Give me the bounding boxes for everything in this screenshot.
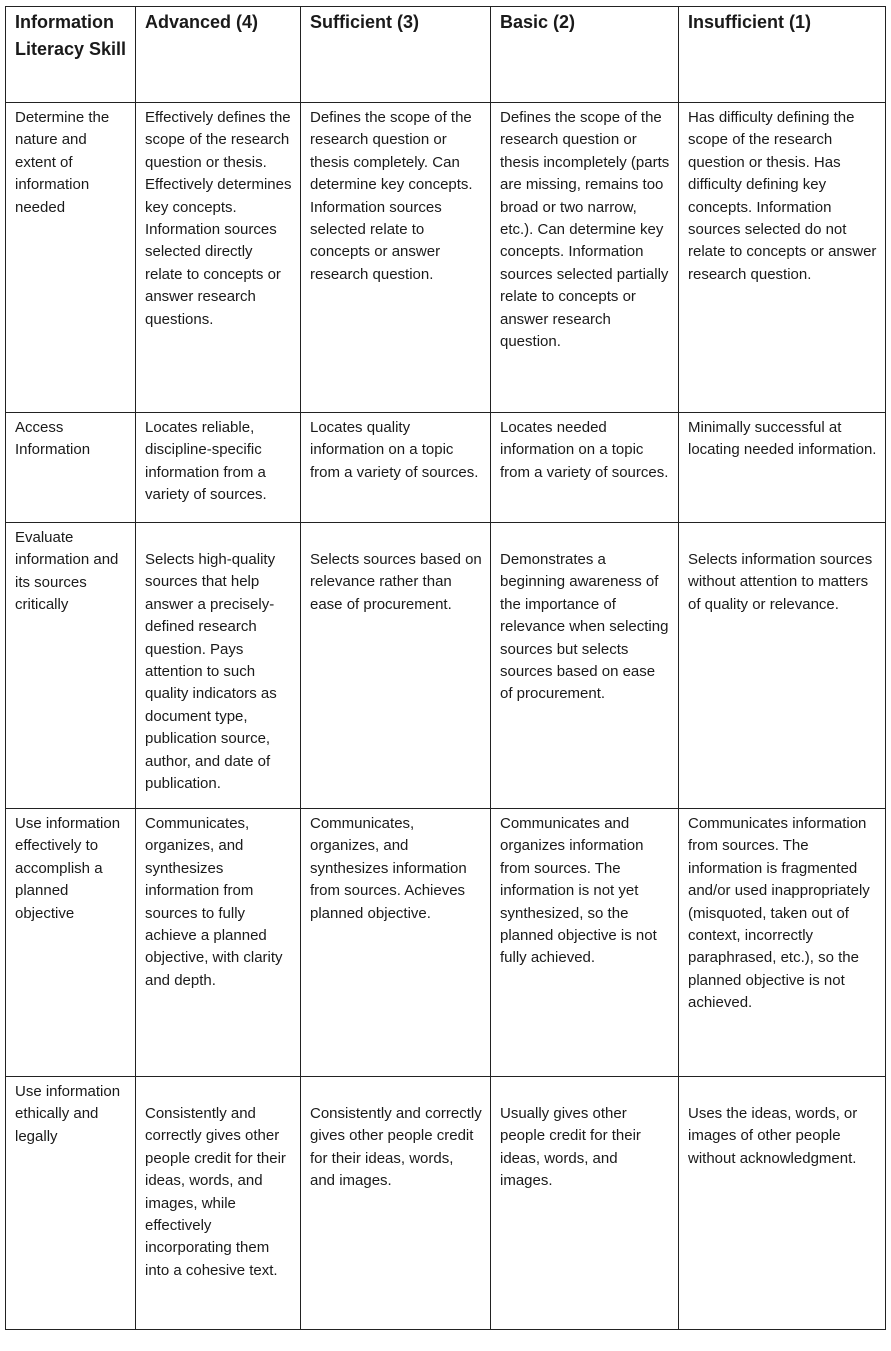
sufficient-text: Selects sources based on relevance rather than ease of procurement. — [310, 551, 482, 613]
basic-cell — [491, 1077, 679, 1330]
header-skill: Information Literacy Skill — [6, 7, 136, 103]
insufficient-text: Uses the ideas, words, or images of other people without acknowledgment. — [688, 1105, 858, 1167]
table-row — [6, 413, 886, 523]
basic-cell: Communicates and organizes information from sources. The information is not yet synthesized, so the planned objective is not fully achieved. — [491, 809, 679, 1077]
basic-cell: Locates needed information on a topic from a variety of sources. — [491, 413, 679, 523]
insufficient-cell — [679, 523, 886, 809]
table-row — [6, 809, 886, 1077]
sufficient-cell: Communicates, organizes, and synthesizes information from sources. Achieves planned objective. — [301, 809, 491, 1077]
insufficient-cell: Has difficulty defining the scope of the research question or thesis. Has difficulty defining key concepts. Information sources selected do not relate to concepts or answer research question. — [679, 103, 886, 413]
table-row — [6, 1077, 886, 1330]
header-sufficient: Sufficient (3) — [301, 7, 491, 103]
insufficient-text: Selects information sources without attention to matters of quality or relevance. — [688, 551, 873, 613]
sufficient-cell: Locates quality information on a topic from a variety of sources. — [301, 413, 491, 523]
advanced-cell: Locates reliable, discipline-specific information from a variety of sources. — [136, 413, 301, 523]
sufficient-cell — [301, 1077, 491, 1330]
skill-cell: Determine the nature and extent of information needed — [6, 103, 136, 413]
advanced-cell — [136, 523, 301, 809]
basic-cell — [491, 523, 679, 809]
advanced-cell — [136, 1077, 301, 1330]
header-advanced: Advanced (4) — [136, 7, 301, 103]
basic-text: Usually gives other people credit for their ideas, words, and images. — [500, 1105, 641, 1190]
header-insufficient: Insufficient (1) — [679, 7, 886, 103]
insufficient-cell: Communicates information from sources. The information is fragmented and/or used inappropriately (misquoted, taken out of context, incorrectly paraphrased, etc.), so the planned objective is not achieved. — [679, 809, 886, 1077]
sufficient-cell — [301, 523, 491, 809]
advanced-cell: Communicates, organizes, and synthesizes information from sources to fully achieve a planned objective, with clarity and depth. — [136, 809, 301, 1077]
sufficient-cell: Defines the scope of the research question or thesis completely. Can determine key concepts. Information sources selected relate to concepts or answer research question. — [301, 103, 491, 413]
advanced-text: Selects high-quality sources that help answer a precisely-defined research question. Pays attention to such quality indicators as document type, publication source, author, and date of publication. — [145, 551, 277, 793]
rubric-table — [5, 6, 886, 1330]
table-row — [6, 523, 886, 809]
header-row — [6, 7, 886, 103]
header-basic: Basic (2) — [491, 7, 679, 103]
skill-cell: Evaluate information and its sources critically — [6, 523, 136, 809]
sufficient-text: Consistently and correctly gives other people credit for their ideas, words, and images. — [310, 1105, 482, 1190]
basic-cell: Defines the scope of the research question or thesis incompletely (parts are missing, remains too broad or two narrow, etc.). Can determine key concepts. Information sources selected partially relate to concepts or answer research question. — [491, 103, 679, 413]
skill-cell: Use information ethically and legally — [6, 1077, 136, 1330]
insufficient-cell: Minimally successful at locating needed information. — [679, 413, 886, 523]
insufficient-cell — [679, 1077, 886, 1330]
table-row — [6, 103, 886, 413]
advanced-text: Consistently and correctly gives other people credit for their ideas, words, and images, while effectively incorporating them into a cohesive text. — [145, 1105, 286, 1279]
skill-cell: Access Information — [6, 413, 136, 523]
advanced-cell: Effectively defines the scope of the research question or thesis. Effectively determines key concepts. Information sources selected directly relate to concepts or answer research questions. — [136, 103, 301, 413]
basic-text: Demonstrates a beginning awareness of the importance of relevance when selecting sources but selects sources based on ease of procurement. — [500, 551, 669, 703]
skill-cell: Use information effectively to accomplish a planned objective — [6, 809, 136, 1077]
